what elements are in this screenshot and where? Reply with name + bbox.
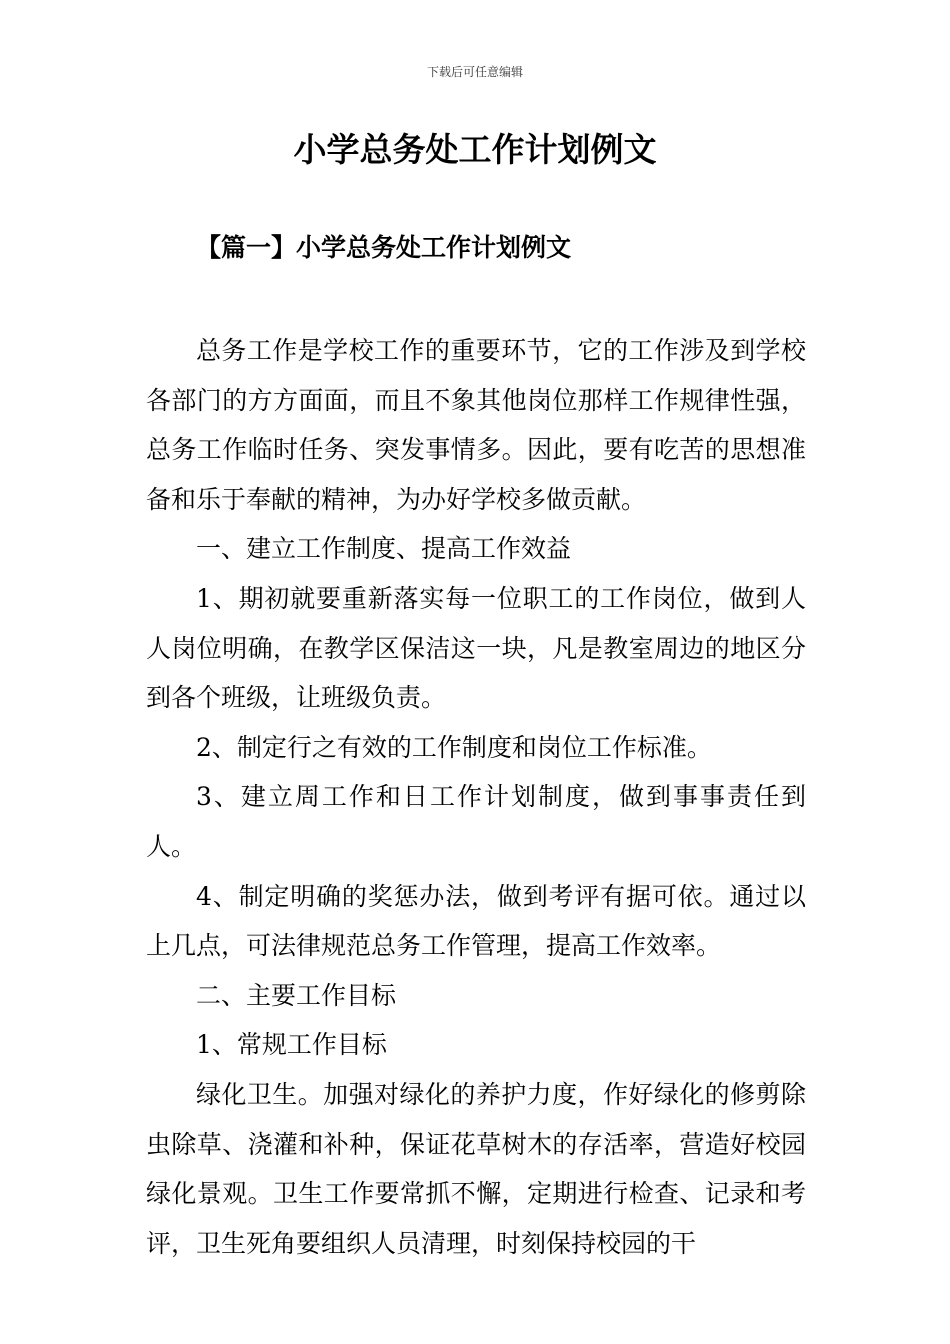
body-text bbox=[146, 326, 806, 1268]
paragraph: 二、主要工作目标 bbox=[196, 980, 397, 1010]
paragraph: 2、制定行之有效的工作制度和岗位工作标准。 bbox=[196, 732, 712, 762]
section-heading: 【篇一】小学总务处工作计划例文 bbox=[196, 233, 572, 262]
paragraph: 绿化卫生。加强对绿化的养护力度，作好绿化的修剪除虫除草、浇灌和补种，保证花草树木的存活率，营造好校园绿化景观。卫生工作要常抓不懈，定期进行检查、记录和考评，卫生死角要组织人员清理，时刻保持校园的干 bbox=[146, 1079, 806, 1258]
paragraph: 1、常规工作目标 bbox=[196, 1030, 387, 1060]
paragraph: 3、建立周工作和日工作计划制度，做到事事责任到人。 bbox=[146, 782, 806, 861]
header-note: 下载后可任意编辑 bbox=[426, 65, 523, 79]
paragraph: 一、建立工作制度、提高工作效益 bbox=[196, 534, 572, 564]
paragraph: 1、期初就要重新落实每一位职工的工作岗位，做到人人岗位明确，在教学区保洁这一块，凡是教室周边的地区分到各个班级，让班级负责。 bbox=[146, 583, 806, 713]
document-title: 小学总务处工作计划例文 bbox=[293, 130, 657, 169]
paragraph: 总务工作是学校工作的重要环节，它的工作涉及到学校各部门的方方面面，而且不象其他岗位那样工作规律性强，总务工作临时任务、突发事情多。因此，要有吃苦的思想准备和乐于奉献的精神，为办好学校多做贡献。 bbox=[146, 336, 806, 514]
paragraph: 4、制定明确的奖惩办法，做到考评有据可依。通过以上几点，可法律规范总务工作管理，提高工作效率。 bbox=[146, 881, 806, 961]
